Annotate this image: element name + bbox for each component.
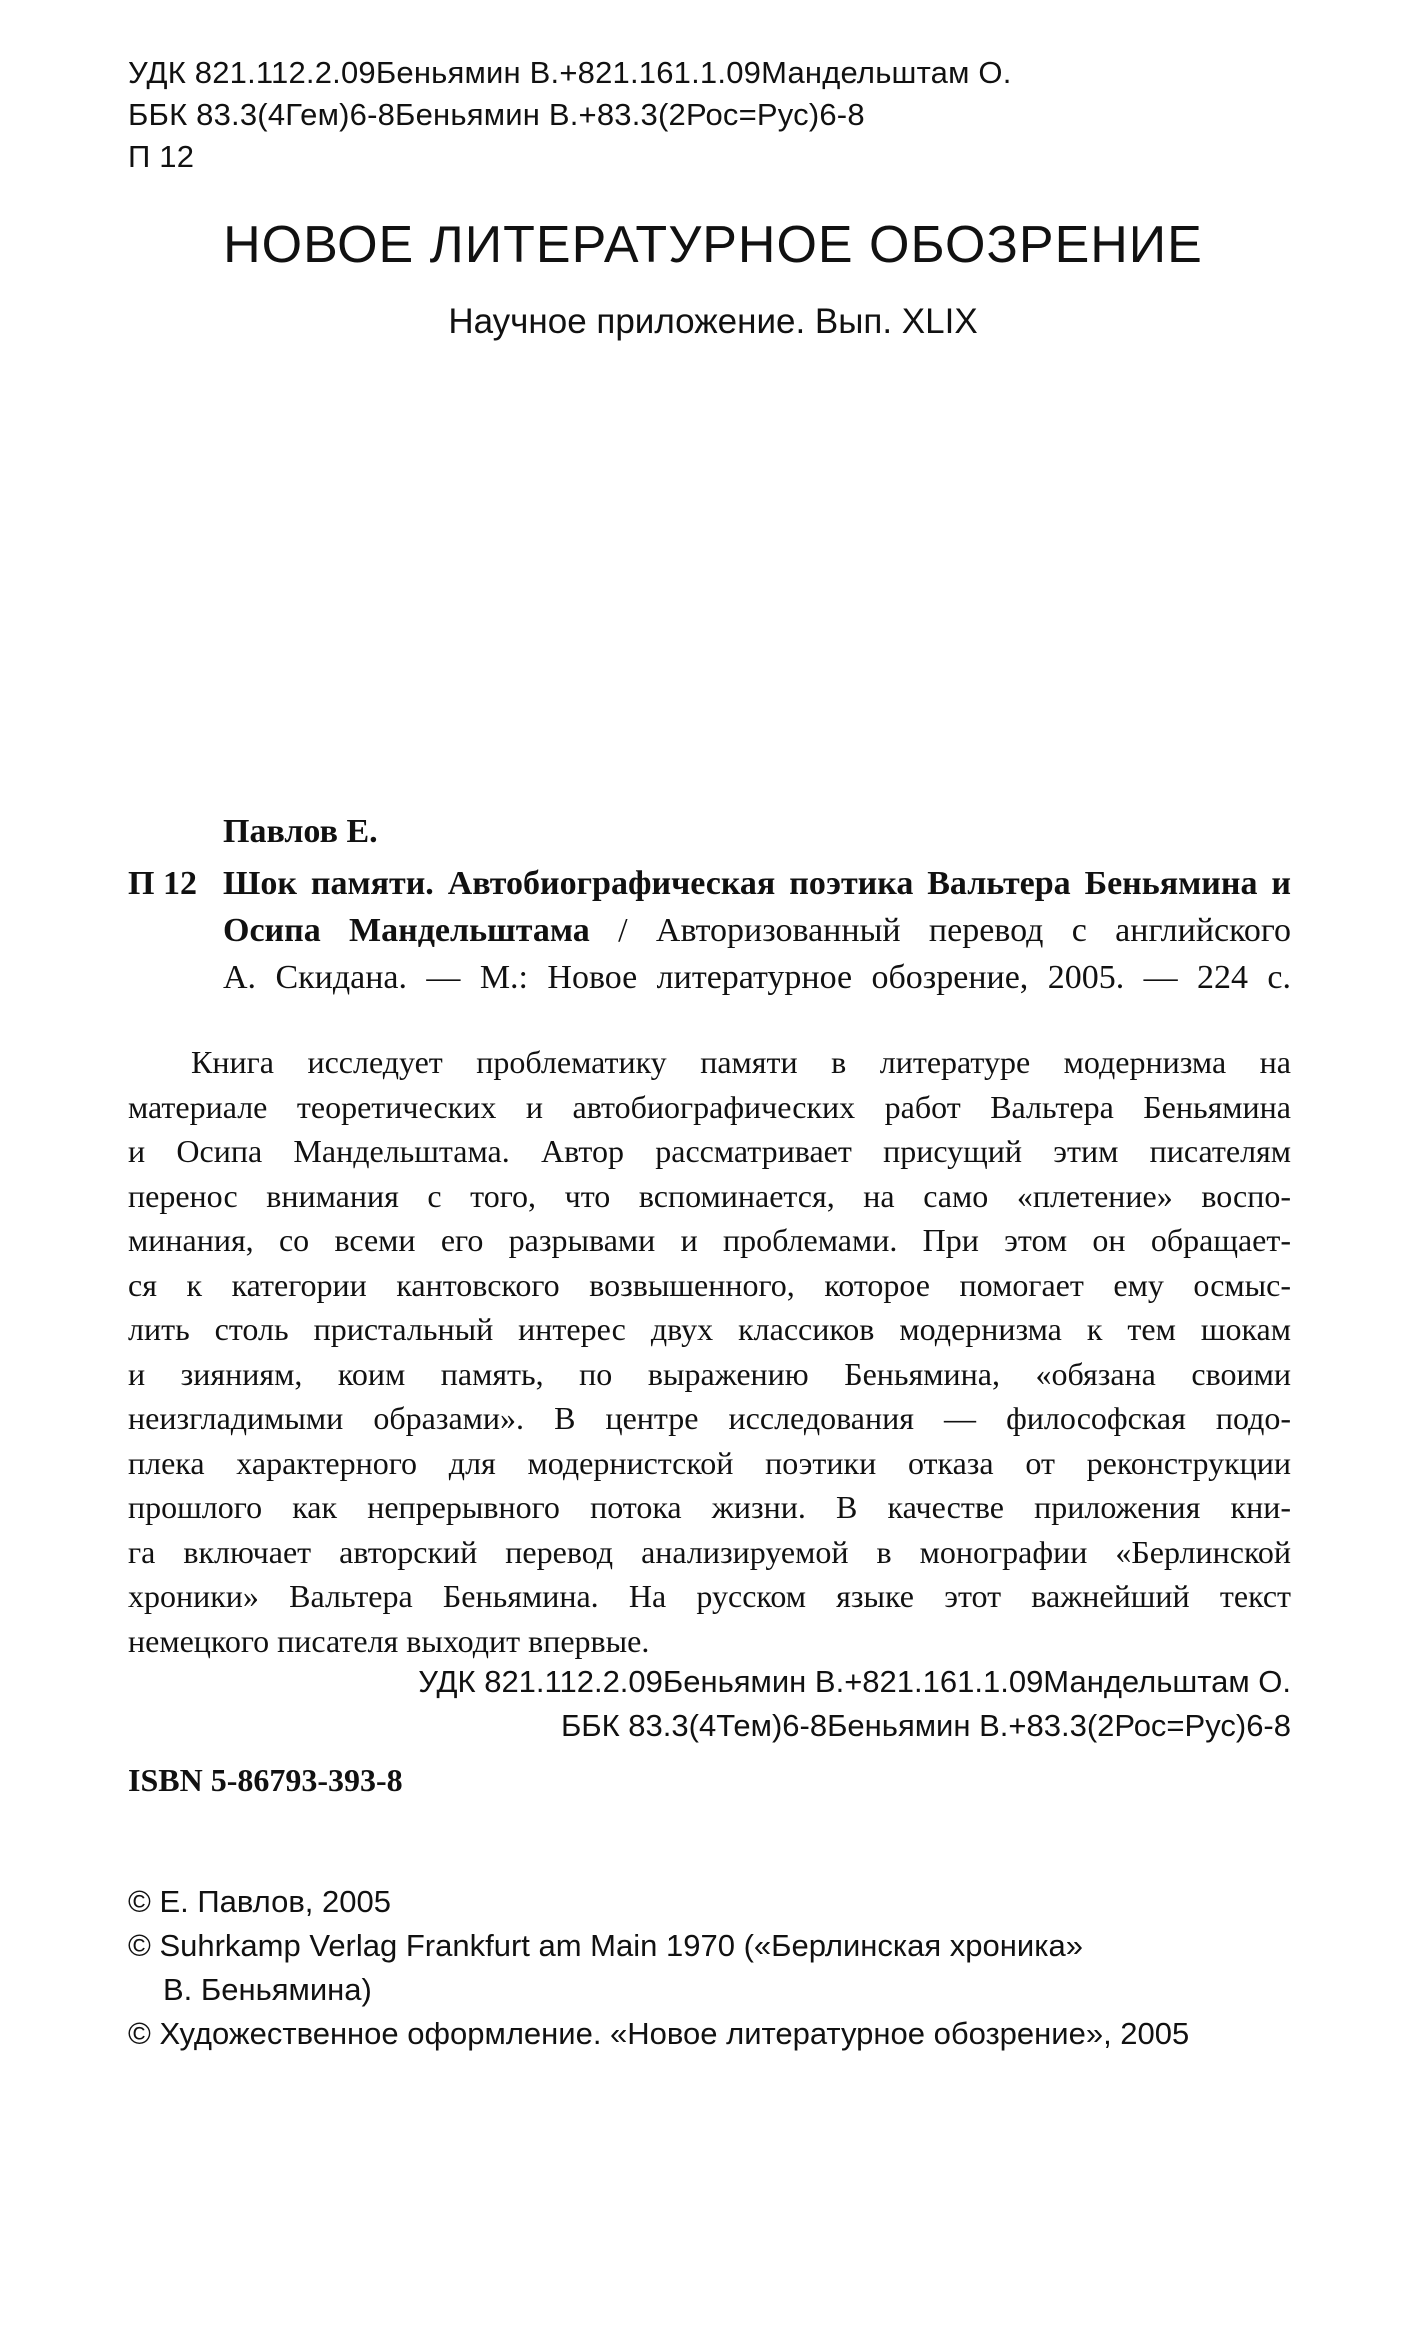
abstract-line: материале теоретических и автобиографических работ Вальтера Беньямина: [128, 1088, 1291, 1125]
copyright-notices: [128, 1880, 1189, 2056]
abstract-line: хроники» Вальтера Беньямина. На русском языке этот важнейший текст: [128, 1578, 1291, 1614]
abstract-line: плека характерного для модернистской поэтики отказа от реконструкции: [128, 1444, 1291, 1481]
record-title-line-2-rest: / Авторизованный перевод с английского: [589, 912, 1291, 949]
abstract-line: неизгладимыми образами». В центре исследования — философская подо-: [128, 1400, 1291, 1436]
abstract-paragraph: [128, 1040, 1291, 1663]
udk-line-bottom: УДК 821.112.2.09Беньямин В.+821.161.1.09Мандельштам О.: [418, 1664, 1291, 1699]
abstract-line: ся к категории кантовского возвышенного, которое помогает ему осмыс-: [128, 1266, 1291, 1303]
author-code-line: П 12: [128, 139, 195, 174]
abstract-line: и Осипа Мандельштама. Автор рассматривает присущий этим писателям: [128, 1133, 1291, 1169]
abstract-line: Книга исследует проблематику памяти в литературе модернизма на: [191, 1044, 1291, 1080]
classification-header: [128, 52, 1012, 178]
abstract-line: перенос внимания с того, что вспоминается, на само «плетение» воспо-: [128, 1177, 1291, 1214]
udk-line: УДК 821.112.2.09Беньямин В.+821.161.1.09Мандельштам О.: [128, 55, 1012, 90]
abstract-line: прошлого как непрерывного потока жизни. В качестве приложения кни-: [128, 1489, 1291, 1525]
abstract-line: лить столь пристальный интерес двух классиков модернизма к тем шокам: [128, 1311, 1291, 1347]
record-title-line-2: [223, 907, 1291, 954]
copyright-line-suhrkamp: © Suhrkamp Verlag Frankfurt am Main 1970 («Берлинская хроника»: [128, 1928, 1083, 1963]
record-code: П 12: [128, 865, 197, 902]
copyright-line-suhrkamp-cont: В. Беньямина): [163, 1972, 372, 2007]
bbk-line-bottom: ББК 83.3(4Тем)6-8Беньямин В.+83.3(2Рос=Рус)6-8: [560, 1708, 1291, 1743]
abstract-line: и зияниям, коим память, по выражению Беньямина, «обязана своими: [128, 1355, 1291, 1392]
record-publication-line: А. Скидана. — М.: Новое литературное обозрение, 2005. — 224 с.: [223, 959, 1291, 996]
series-title: НОВОЕ ЛИТЕРАТУРНОЕ ОБОЗРЕНИЕ: [223, 216, 1203, 274]
abstract-line: га включает авторский перевод анализируемой в монографии «Берлинской: [128, 1533, 1291, 1570]
series-subtitle: Научное приложение. Вып. XLIX: [448, 302, 978, 341]
record-description: [223, 860, 1291, 1001]
abstract-line: немецкого писателя выходит впервые.: [128, 1622, 650, 1659]
author-name: Павлов Е.: [223, 813, 378, 850]
isbn-number: ISBN 5-86793-393-8: [128, 1762, 403, 1798]
classification-footer: [418, 1660, 1291, 1748]
record-title-line-2-bold: Осипа Мандельштама: [223, 912, 590, 949]
copyright-line-author: © Е. Павлов, 2005: [128, 1884, 391, 1919]
abstract-line: минания, со всеми его разрывами и проблемами. При этом он обращает-: [128, 1222, 1291, 1258]
record-title-line-1: Шок памяти. Автобиографическая поэтика Вальтера Беньямина и: [223, 865, 1291, 902]
copyright-line-design: © Художественное оформление. «Новое литературное обозрение», 2005: [128, 2016, 1190, 2051]
bbk-line: ББК 83.3(4Гем)6-8Беньямин В.+83.3(2Рос=Рус)6-8: [128, 97, 865, 132]
